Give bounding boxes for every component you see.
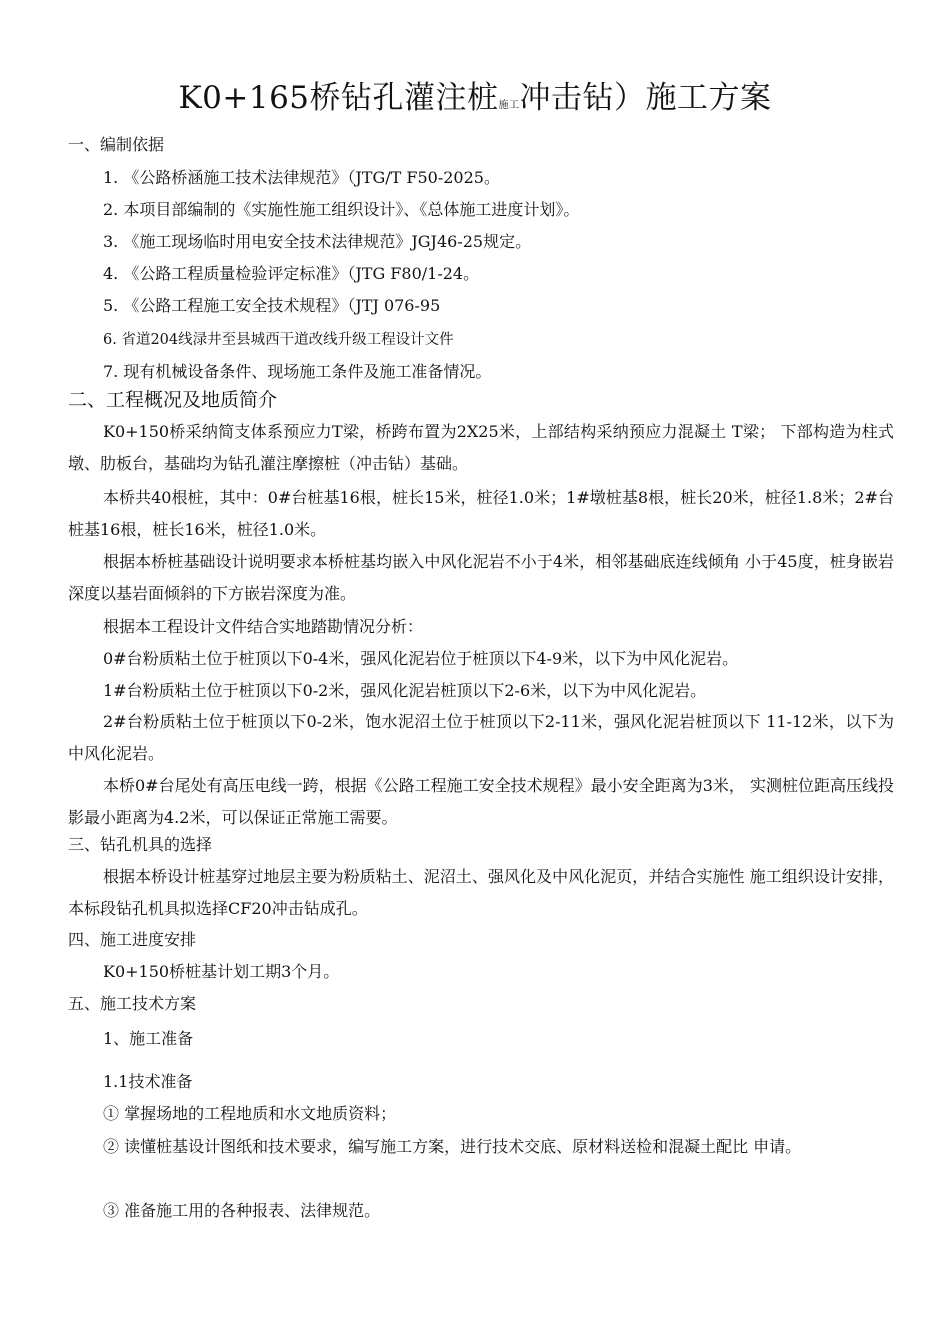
overview-paragraph-1: K0+150桥采纳简支体系预应力T梁，桥跨布置为2X25米，上部结构采纳预应力混凝土 T梁； 下部构造为柱式墩、肋板台，基础均为钻孔灌注摩擦桩（冲击钻）基础。 xyxy=(68,422,894,473)
basis-item-3: 3. 《施工现场临时用电安全技术法律规范》JGJ46-25规定。 xyxy=(103,232,532,251)
section-heading-3: 三、钻孔机具的选择 xyxy=(68,835,213,854)
subheading-preparation: 1、施工准备 xyxy=(103,1029,194,1048)
section-heading-5: 五、施工技术方案 xyxy=(68,994,197,1013)
document-title xyxy=(0,72,950,117)
equipment-paragraph: 根据本桥设计桩基穿过地层主要为粉质粘土、泥沼土、强风化及中风化泥页，并结合实施性 施工组织设计安排，本标段钻孔机具拟选择CF20冲击钻成孔。 xyxy=(68,867,894,918)
subheading-technical-preparation: 1.1技术准备 xyxy=(103,1072,193,1091)
basis-item-4: 4. 《公路工程质量检验评定标准》（JTG F80/1-24。 xyxy=(103,264,480,283)
overview-paragraph-3: 根据本桥桩基础设计说明要求本桥桩基均嵌入中风化泥岩不小于4米，相邻基础底连线倾角 小于45度，桩身嵌岩深度以基岩面倾斜的下方嵌岩深度为准。 xyxy=(68,552,894,603)
basis-item-5: 5. 《公路工程施工安全技术规程》（JTJ 076-95 xyxy=(103,296,441,315)
prep-item-2: ② 读懂桩基设计图纸和技术要求，编写施工方案，进行技术交底、原材料送检和混凝土配比 申请。 xyxy=(103,1137,802,1156)
overview-paragraph-4: 根据本工程设计文件结合实地踏勘情况分析： xyxy=(103,617,424,636)
basis-item-1: 1. 《公路桥涵施工技术法律规范》（JTG/T F50-2025。 xyxy=(103,168,500,187)
section-heading-2: 二、工程概况及地质简介 xyxy=(68,389,278,411)
overview-paragraph-2: 本桥共40根桩，其中：0#台桩基16根，桩长15米，桩径1.0米；1#墩桩基8根，桩长20米，桩径1.8米；2#台桩基16根，桩长16米，桩径1.0米。 xyxy=(68,488,894,539)
basis-item-6: 6. 省道204线渌井至县城西干道改线升级工程设计文件 xyxy=(103,332,454,348)
prep-item-1: ① 掌握场地的工程地质和水文地质资料； xyxy=(103,1104,397,1123)
basis-item-7: 7. 现有机械设备条件、现场施工条件及施工准备情况。 xyxy=(103,362,492,381)
title-main: K0+165桥钻孔灌注桩 xyxy=(178,80,499,116)
overview-paragraph-7: 2#台粉质粘土位于桩顶以下0-2米，饱水泥沼土位于桩顶以下2-11米，强风化泥岩桩顶以下 11-12米，以下为中风化泥岩。 xyxy=(68,712,894,763)
basis-item-2: 2. 本项目部编制的《实施性施工组织设计》、《总体施工进度计划》。 xyxy=(103,200,580,219)
section-heading-4: 四、施工进度安排 xyxy=(68,930,197,949)
schedule-paragraph: K0+150桥桩基计划工期3个月。 xyxy=(103,962,340,981)
section-heading-1: 一、编制依据 xyxy=(68,135,165,154)
overview-paragraph-6: 1#台粉质粘土位于桩顶以下0-2米，强风化泥岩桩顶以下2-6米，以下为中风化泥岩。 xyxy=(103,681,707,700)
overview-paragraph-5: 0#台粉质粘土位于桩顶以下0-4米，强风化泥岩位于桩顶以下4-9米，以下为中风化泥岩。 xyxy=(103,649,739,668)
title-small-text: 施工 xyxy=(498,100,520,111)
overview-paragraph-8: 本桥0#台尾处有高压电线一跨，根据《公路工程施工安全技术规程》最小安全距离为3米， 实测桩位距高压线投影最小距离为4.2米，可以保证正常施工需要。 xyxy=(68,776,894,827)
prep-item-3: ③ 准备施工用的各种报表、法律规范。 xyxy=(103,1201,381,1220)
title-rest: 冲击钻）施工方案 xyxy=(519,80,772,116)
